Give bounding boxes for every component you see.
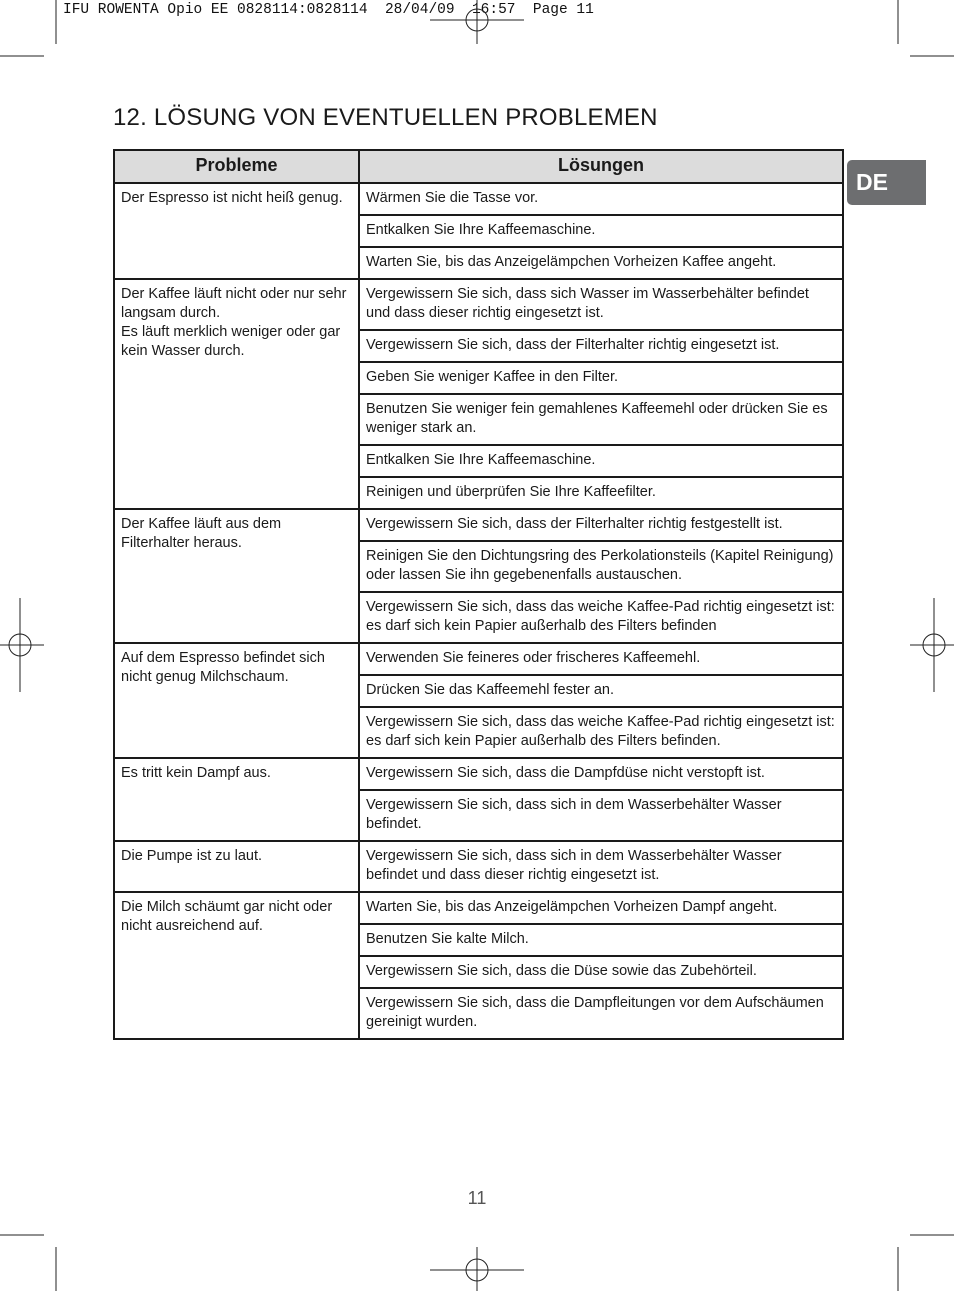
- solution-cell: Vergewissern Sie sich, dass die Dampfleitungen vor dem Aufschäumen gereinigt wurden.: [359, 988, 843, 1039]
- solution-cell: Geben Sie weniger Kaffee in den Filter.: [359, 362, 843, 394]
- language-tab: DE: [847, 160, 926, 205]
- problem-cell: Auf dem Espresso befindet sich nicht genug Milchschaum.: [114, 643, 359, 758]
- header-solutions: Lösungen: [359, 150, 843, 183]
- print-slug-line: IFU ROWENTA Opio EE 0828114:0828114 28/04/09 16:57 Page 11: [63, 2, 594, 18]
- solution-cell: Benutzen Sie weniger fein gemahlenes Kaffeemehl oder drücken Sie es weniger stark an.: [359, 394, 843, 445]
- solution-cell: Vergewissern Sie sich, dass sich in dem Wasserbehälter Wasser befindet.: [359, 790, 843, 841]
- solution-cell: Reinigen Sie den Dichtungsring des Perkolationsteils (Kapitel Reinigung) oder lassen Sie ihn gegebenenfalls austauschen.: [359, 541, 843, 592]
- table-row: [114, 643, 843, 675]
- solution-cell: Reinigen und überprüfen Sie Ihre Kaffeefilter.: [359, 477, 843, 509]
- section-title: 12. LÖSUNG VON EVENTUELLEN PROBLEMEN: [113, 104, 658, 131]
- registration-mark-left: [0, 598, 44, 692]
- table-row: [114, 279, 843, 330]
- table-row: [114, 892, 843, 924]
- header-problems: Probleme: [114, 150, 359, 183]
- table-row: [114, 509, 843, 541]
- solution-cell: Vergewissern Sie sich, dass das weiche Kaffee-Pad richtig eingesetzt ist: es darf sich kein Papier außerhalb des Filters befinden: [359, 592, 843, 643]
- problem-cell: Die Pumpe ist zu laut.: [114, 841, 359, 892]
- problem-cell: Die Milch schäumt gar nicht oder nicht ausreichend auf.: [114, 892, 359, 1039]
- solution-cell: Vergewissern Sie sich, dass die Düse sowie das Zubehörteil.: [359, 956, 843, 988]
- registration-mark-right: [910, 598, 954, 692]
- solution-cell: Entkalken Sie Ihre Kaffeemaschine.: [359, 445, 843, 477]
- solution-cell: Vergewissern Sie sich, dass der Filterhalter richtig festgestellt ist.: [359, 509, 843, 541]
- solution-cell: Entkalken Sie Ihre Kaffeemaschine.: [359, 215, 843, 247]
- solution-cell: Drücken Sie das Kaffeemehl fester an.: [359, 675, 843, 707]
- problem-cell: Der Espresso ist nicht heiß genug.: [114, 183, 359, 279]
- table-header-row: [114, 150, 843, 183]
- solution-cell: Vergewissern Sie sich, dass das weiche Kaffee-Pad richtig eingesetzt ist: es darf sich kein Papier außerhalb des Filters befinden.: [359, 707, 843, 758]
- solution-cell: Warten Sie, bis das Anzeigelämpchen Vorheizen Kaffee angeht.: [359, 247, 843, 279]
- solution-cell: Vergewissern Sie sich, dass die Dampfdüse nicht verstopft ist.: [359, 758, 843, 790]
- solution-cell: Vergewissern Sie sich, dass sich Wasser im Wasserbehälter befindet und dass dieser richtig eingesetzt ist.: [359, 279, 843, 330]
- table-row: [114, 841, 843, 892]
- table-row: [114, 183, 843, 215]
- registration-mark-bottom: [430, 1247, 524, 1291]
- page-number: 11: [467, 1188, 487, 1208]
- solution-cell: Warten Sie, bis das Anzeigelämpchen Vorheizen Dampf angeht.: [359, 892, 843, 924]
- problem-cell: Der Kaffee läuft nicht oder nur sehr langsam durch. Es läuft merklich weniger oder gar kein Wasser durch.: [114, 279, 359, 509]
- solution-cell: Verwenden Sie feineres oder frischeres Kaffeemehl.: [359, 643, 843, 675]
- solution-cell: Benutzen Sie kalte Milch.: [359, 924, 843, 956]
- registration-mark-top: [430, 0, 524, 44]
- problem-cell: Es tritt kein Dampf aus.: [114, 758, 359, 841]
- table-row: [114, 758, 843, 790]
- problem-cell: Der Kaffee läuft aus dem Filterhalter heraus.: [114, 509, 359, 643]
- solution-cell: Vergewissern Sie sich, dass sich in dem Wasserbehälter Wasser befindet und dass dieser richtig eingesetzt ist.: [359, 841, 843, 892]
- table-body: [114, 183, 843, 1039]
- solution-cell: Vergewissern Sie sich, dass der Filterhalter richtig eingesetzt ist.: [359, 330, 843, 362]
- solution-cell: Wärmen Sie die Tasse vor.: [359, 183, 843, 215]
- troubleshooting-table: [113, 149, 844, 1040]
